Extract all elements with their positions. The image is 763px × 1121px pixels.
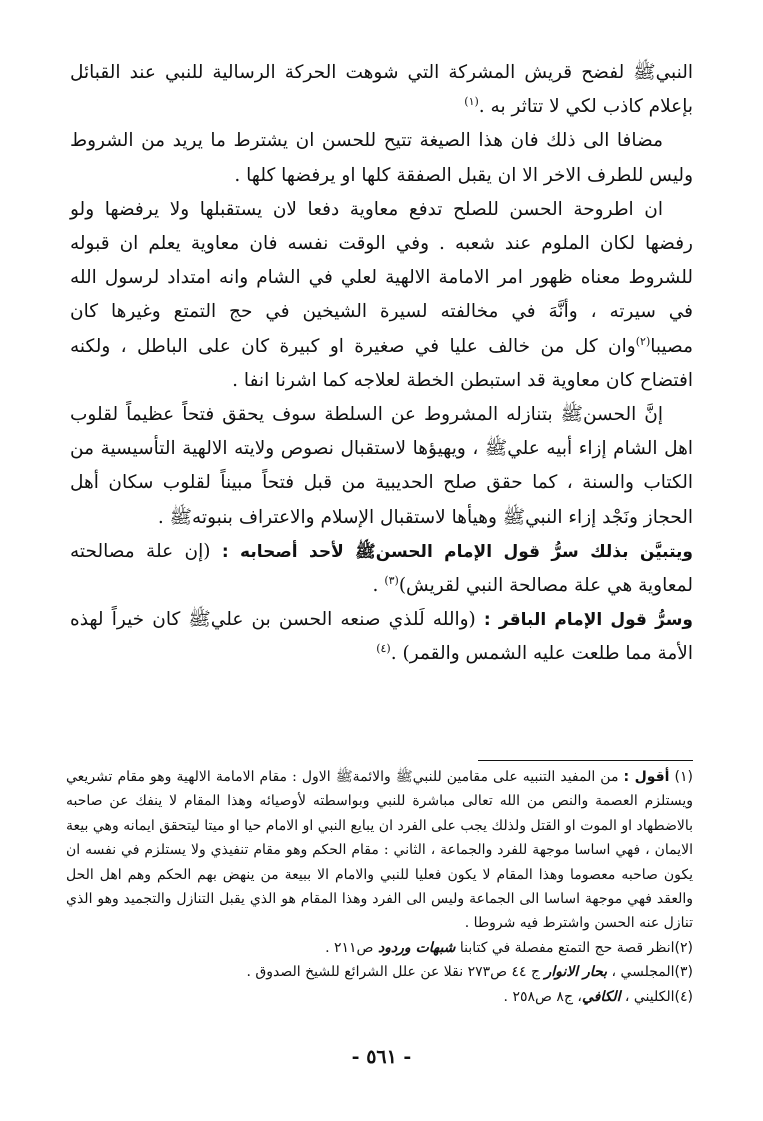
footnote-4-text: الكليني ، <box>624 988 675 1005</box>
footnote-4-title: الكافي <box>581 988 621 1005</box>
footnote-4 <box>66 985 693 1009</box>
paragraph-3-text-b: وان كل من خالف عليا في صغيرة او كبيرة كان على الباطل ، ولكنه افتضاح كان معاوية قد استبطن الخطة لعلاجه كما اشرنا انفا . <box>70 335 693 391</box>
footnote-ref-2: (٢) <box>635 334 651 348</box>
paragraph-5-quote: (إن علة مصالحته لمعاوية هي علة مصالحة النبي لقريش) <box>70 540 693 597</box>
paragraph-1-text: النبيﷺ لفضح قريش المشركة التي شوهت الحركة الرسالية للنبي عند القبائل بإعلام كاذب لكي لا تتاثر به . <box>70 62 693 118</box>
footnote-1-text: من المفيد التنبيه على مقامين للنبيﷺ والائمةﷺ الاول : مقام الامامة الالهية وهو مقام تشريعي ويستلزم العصمة والنص من الله تعالى مباشرة للنبي وبواسطته لأوصيائه وهذا المقام لا ينفك عن صاحبه بالاضطهاد او الموت او القتل ولذلك يجب على الفرد ان يبايع النبي او الامام حيا او ميتا ليتحقق ايمانه وهي بيعة الايمان ، فهي اساسا موجهة للفرد والجماعة ، الثاني : مقام الحكم وهو مقام تنفيذي ولا يستلزم في نفسه ان يكون صاحبه معصوما وهذا المقام لا يكون فعليا للنبي والامام الا ببيعة من ينهض بهم الحكم وهم اهل الحل والعقد فهي موجهة اساسا الى الجماعة وليس الى الفرد وهذا المقام هو الذي يقبل التنازل والتجميد وهو الذي تنازل عنه الحسن واشترط فيه شروطا . <box>66 769 693 932</box>
footnote-2-tail: ص٢١١ . <box>325 939 374 956</box>
footnotes <box>66 765 693 1009</box>
paragraph-4 <box>70 398 693 535</box>
footnote-ref-4: (٤) <box>376 642 391 656</box>
footnote-2-text: انظر قصة حج التمتع مفصلة في كتابنا <box>459 939 675 956</box>
paragraph-2 <box>70 124 693 192</box>
footnote-1-lead: أقول : <box>623 769 670 785</box>
footnote-1 <box>66 765 693 936</box>
page-number: - ٥٦١ - <box>351 1046 412 1068</box>
paragraph-5 <box>70 535 693 603</box>
main-text <box>70 56 693 672</box>
footnote-4-tail: ، ج٨ ص٢٥٨ . <box>503 988 582 1005</box>
footnote-ref-1: (١) <box>464 95 479 109</box>
paragraph-3-text-a: ان اطروحة الحسن للصلح تدفع معاوية دفعا لان يستقبلها ولا يرفضها ولو رفضها لكان الملوم عند شعبه . وفي الوقت نفسه فان معاوية يعلم ان قبوله للشروط معناه ظهور امر الامامة الالهية لعلي في الشام وانه امتداد لرسول الله في سيرته ، وأنَّهَ في مخالفته لسيرة الشيخين في حج التمتع وغيرها كان مصيبا <box>70 198 693 357</box>
footnote-separator <box>478 760 693 761</box>
footnote-4-number: (٤) <box>674 988 693 1005</box>
paragraph-6 <box>70 603 693 671</box>
paragraph-4-text: إنَّ الحسنﷺ بتنازله المشروط عن السلطة سوف يحقق فتحاً عظيماً لقلوب اهل الشام إزاء أبيه عليﷺ ، ويهيؤها لاستقبال نصوص ولايته الالهية التأسيسية من الكتاب والسنة ، كما حقق صلح الحديبية من قبل فتحاً مبيناً لقلوب سكان أهل الحجاز ونَجْد إزاء النبيﷺ وهيأها لاستقبال الإسلام والاعتراف بنبوتهﷺ . <box>70 404 693 528</box>
paragraph-6-quote: (والله لَلذي صنعه الحسن بن عليﷺ كان خيراً لهذه الأمة مما طلعت عليه الشمس والقمر) . <box>70 609 693 665</box>
footnote-1-number: (١) <box>674 769 693 785</box>
footnote-3-text: المجلسي ، <box>611 964 675 981</box>
paragraph-5-lead: ويتبيَّن بذلك سرُّ قول الإمام الحسنﷺ لأحد أصحابه : <box>221 541 693 562</box>
paragraph-2-text: مضافا الى ذلك فان هذا الصيغة تتيح للحسن ان يشترط ما يريد من الشروط وليس للطرف الاخر الا ان يقبل الصفقة كلها او يرفضها كلها . <box>70 130 693 186</box>
footnote-3-number: (٣) <box>674 964 693 981</box>
footnote-2 <box>66 936 693 960</box>
footnote-ref-3: (٣) <box>384 573 399 587</box>
paragraph-6-lead: وسرُّ قول الإمام الباقر : <box>483 610 693 631</box>
footnote-2-title: شبهات وردود <box>377 939 456 956</box>
paragraph-3 <box>70 193 693 398</box>
footnote-3-tail: ج ٤٤ ص٢٧٣ نقلا عن علل الشرائع للشيخ الصدوق . <box>246 964 541 981</box>
paragraph-5-tail: . <box>372 575 385 597</box>
footnote-3-title: بحار الانوار <box>544 964 608 981</box>
paragraph-1 <box>70 56 693 124</box>
footnote-2-number: (٢) <box>674 939 693 956</box>
footnote-3 <box>66 960 693 984</box>
